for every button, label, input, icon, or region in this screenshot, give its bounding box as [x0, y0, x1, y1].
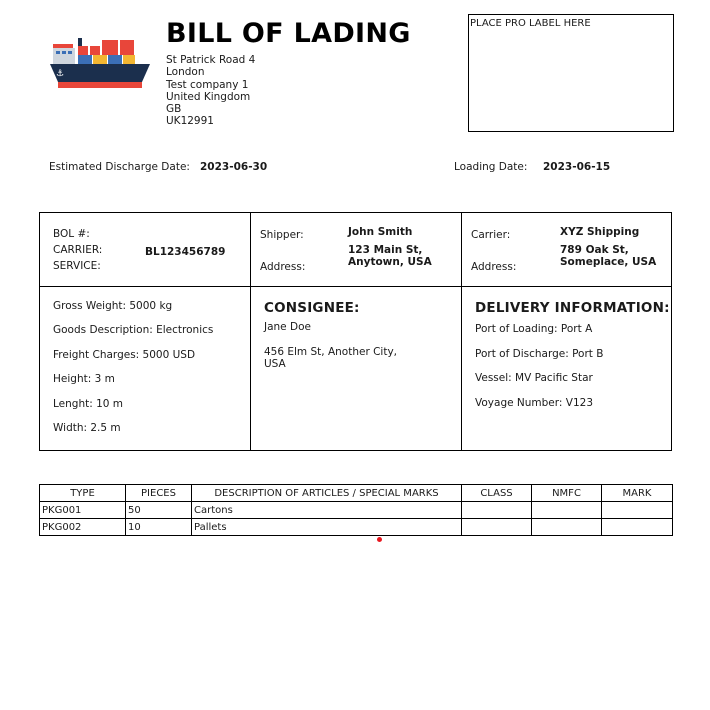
- table-cell: Cartons: [192, 502, 462, 519]
- freight-charges: Freight Charges: 5000 USD: [53, 349, 196, 361]
- column-header: TYPE: [40, 485, 126, 502]
- column-header: DESCRIPTION OF ARTICLES / SPECIAL MARKS: [192, 485, 462, 502]
- carrier-address-line: Someplace, USA: [560, 256, 657, 268]
- table-header-row: [40, 485, 673, 502]
- width: Width: 2.5 m: [53, 422, 121, 434]
- carrier-address-label: Address:: [471, 261, 517, 273]
- pro-label-text: PLACE PRO LABEL HERE: [470, 18, 591, 29]
- table-cell: [532, 519, 602, 536]
- shipper-label: Shipper:: [260, 229, 304, 241]
- address-line: GB: [166, 103, 182, 116]
- voyage-number: Voyage Number: V123: [475, 397, 593, 409]
- service-label: SERVICE:: [53, 260, 101, 272]
- port-of-loading: Port of Loading: Port A: [475, 323, 593, 335]
- vessel: Vessel: MV Pacific Star: [475, 372, 593, 384]
- goods-description: Goods Description: Electronics: [53, 324, 214, 336]
- bol-label: BOL #:: [53, 228, 90, 240]
- port-of-discharge: Port of Discharge: Port B: [475, 348, 604, 360]
- document-title: BILL OF LADING: [166, 18, 411, 49]
- loading-date-label: Loading Date:: [454, 161, 528, 173]
- consignee-name: Jane Doe: [264, 321, 311, 333]
- table-cell: Pallets: [192, 519, 462, 536]
- carrier-address-line: 789 Oak St,: [560, 244, 629, 256]
- gross-weight: Gross Weight: 5000 kg: [53, 300, 173, 312]
- carrier-label: CARRIER:: [53, 244, 103, 256]
- shipper-address-line: Anytown, USA: [348, 256, 432, 268]
- items-table: [39, 484, 673, 536]
- address-line: St Patrick Road 4: [166, 54, 256, 66]
- address-line: UK12991: [166, 115, 214, 128]
- cursor-dot: [377, 537, 382, 542]
- table-cell: [462, 519, 532, 536]
- carrier-info-label: Carrier:: [471, 229, 511, 241]
- height: Height: 3 m: [53, 373, 115, 385]
- carrier-name: XYZ Shipping: [560, 226, 640, 238]
- cargo-ship-icon: [50, 36, 150, 96]
- table-row: [40, 519, 673, 536]
- consignee-heading: CONSIGNEE:: [264, 300, 360, 316]
- shipper-name: John Smith: [348, 226, 413, 238]
- divider: [461, 213, 462, 450]
- length: Lenght: 10 m: [53, 398, 124, 410]
- discharge-date-label: Estimated Discharge Date:: [49, 161, 190, 173]
- table-cell: PKG002: [40, 519, 126, 536]
- svg-text:⚓: ⚓: [56, 69, 65, 79]
- column-header: PIECES: [126, 485, 192, 502]
- table-cell: 50: [126, 502, 192, 519]
- table-cell: [602, 519, 673, 536]
- table-cell: [532, 502, 602, 519]
- shipper-address-label: Address:: [260, 261, 306, 273]
- loading-date-value: 2023-06-15: [543, 161, 611, 173]
- table-row: [40, 502, 673, 519]
- shipper-address-line: 123 Main St,: [348, 244, 423, 256]
- divider: [250, 213, 251, 450]
- discharge-date-value: 2023-06-30: [200, 161, 268, 173]
- pro-label-box: [468, 14, 674, 132]
- table-cell: [462, 502, 532, 519]
- bol-number: BL123456789: [145, 246, 226, 258]
- table-cell: PKG001: [40, 502, 126, 519]
- consignee-address-line: USA: [264, 358, 286, 370]
- address-line: London: [166, 66, 205, 79]
- address-line: United Kingdom: [166, 90, 251, 103]
- delivery-heading: DELIVERY INFORMATION:: [475, 300, 670, 316]
- divider: [40, 286, 671, 287]
- consignee-address-line: 456 Elm St, Another City,: [264, 346, 398, 358]
- details-grid: [39, 212, 672, 451]
- table-cell: [602, 502, 673, 519]
- column-header: MARK: [602, 485, 673, 502]
- column-header: CLASS: [462, 485, 532, 502]
- table-cell: 10: [126, 519, 192, 536]
- column-header: NMFC: [532, 485, 602, 502]
- company-address: [166, 54, 255, 128]
- address-line: Test company 1: [166, 78, 249, 91]
